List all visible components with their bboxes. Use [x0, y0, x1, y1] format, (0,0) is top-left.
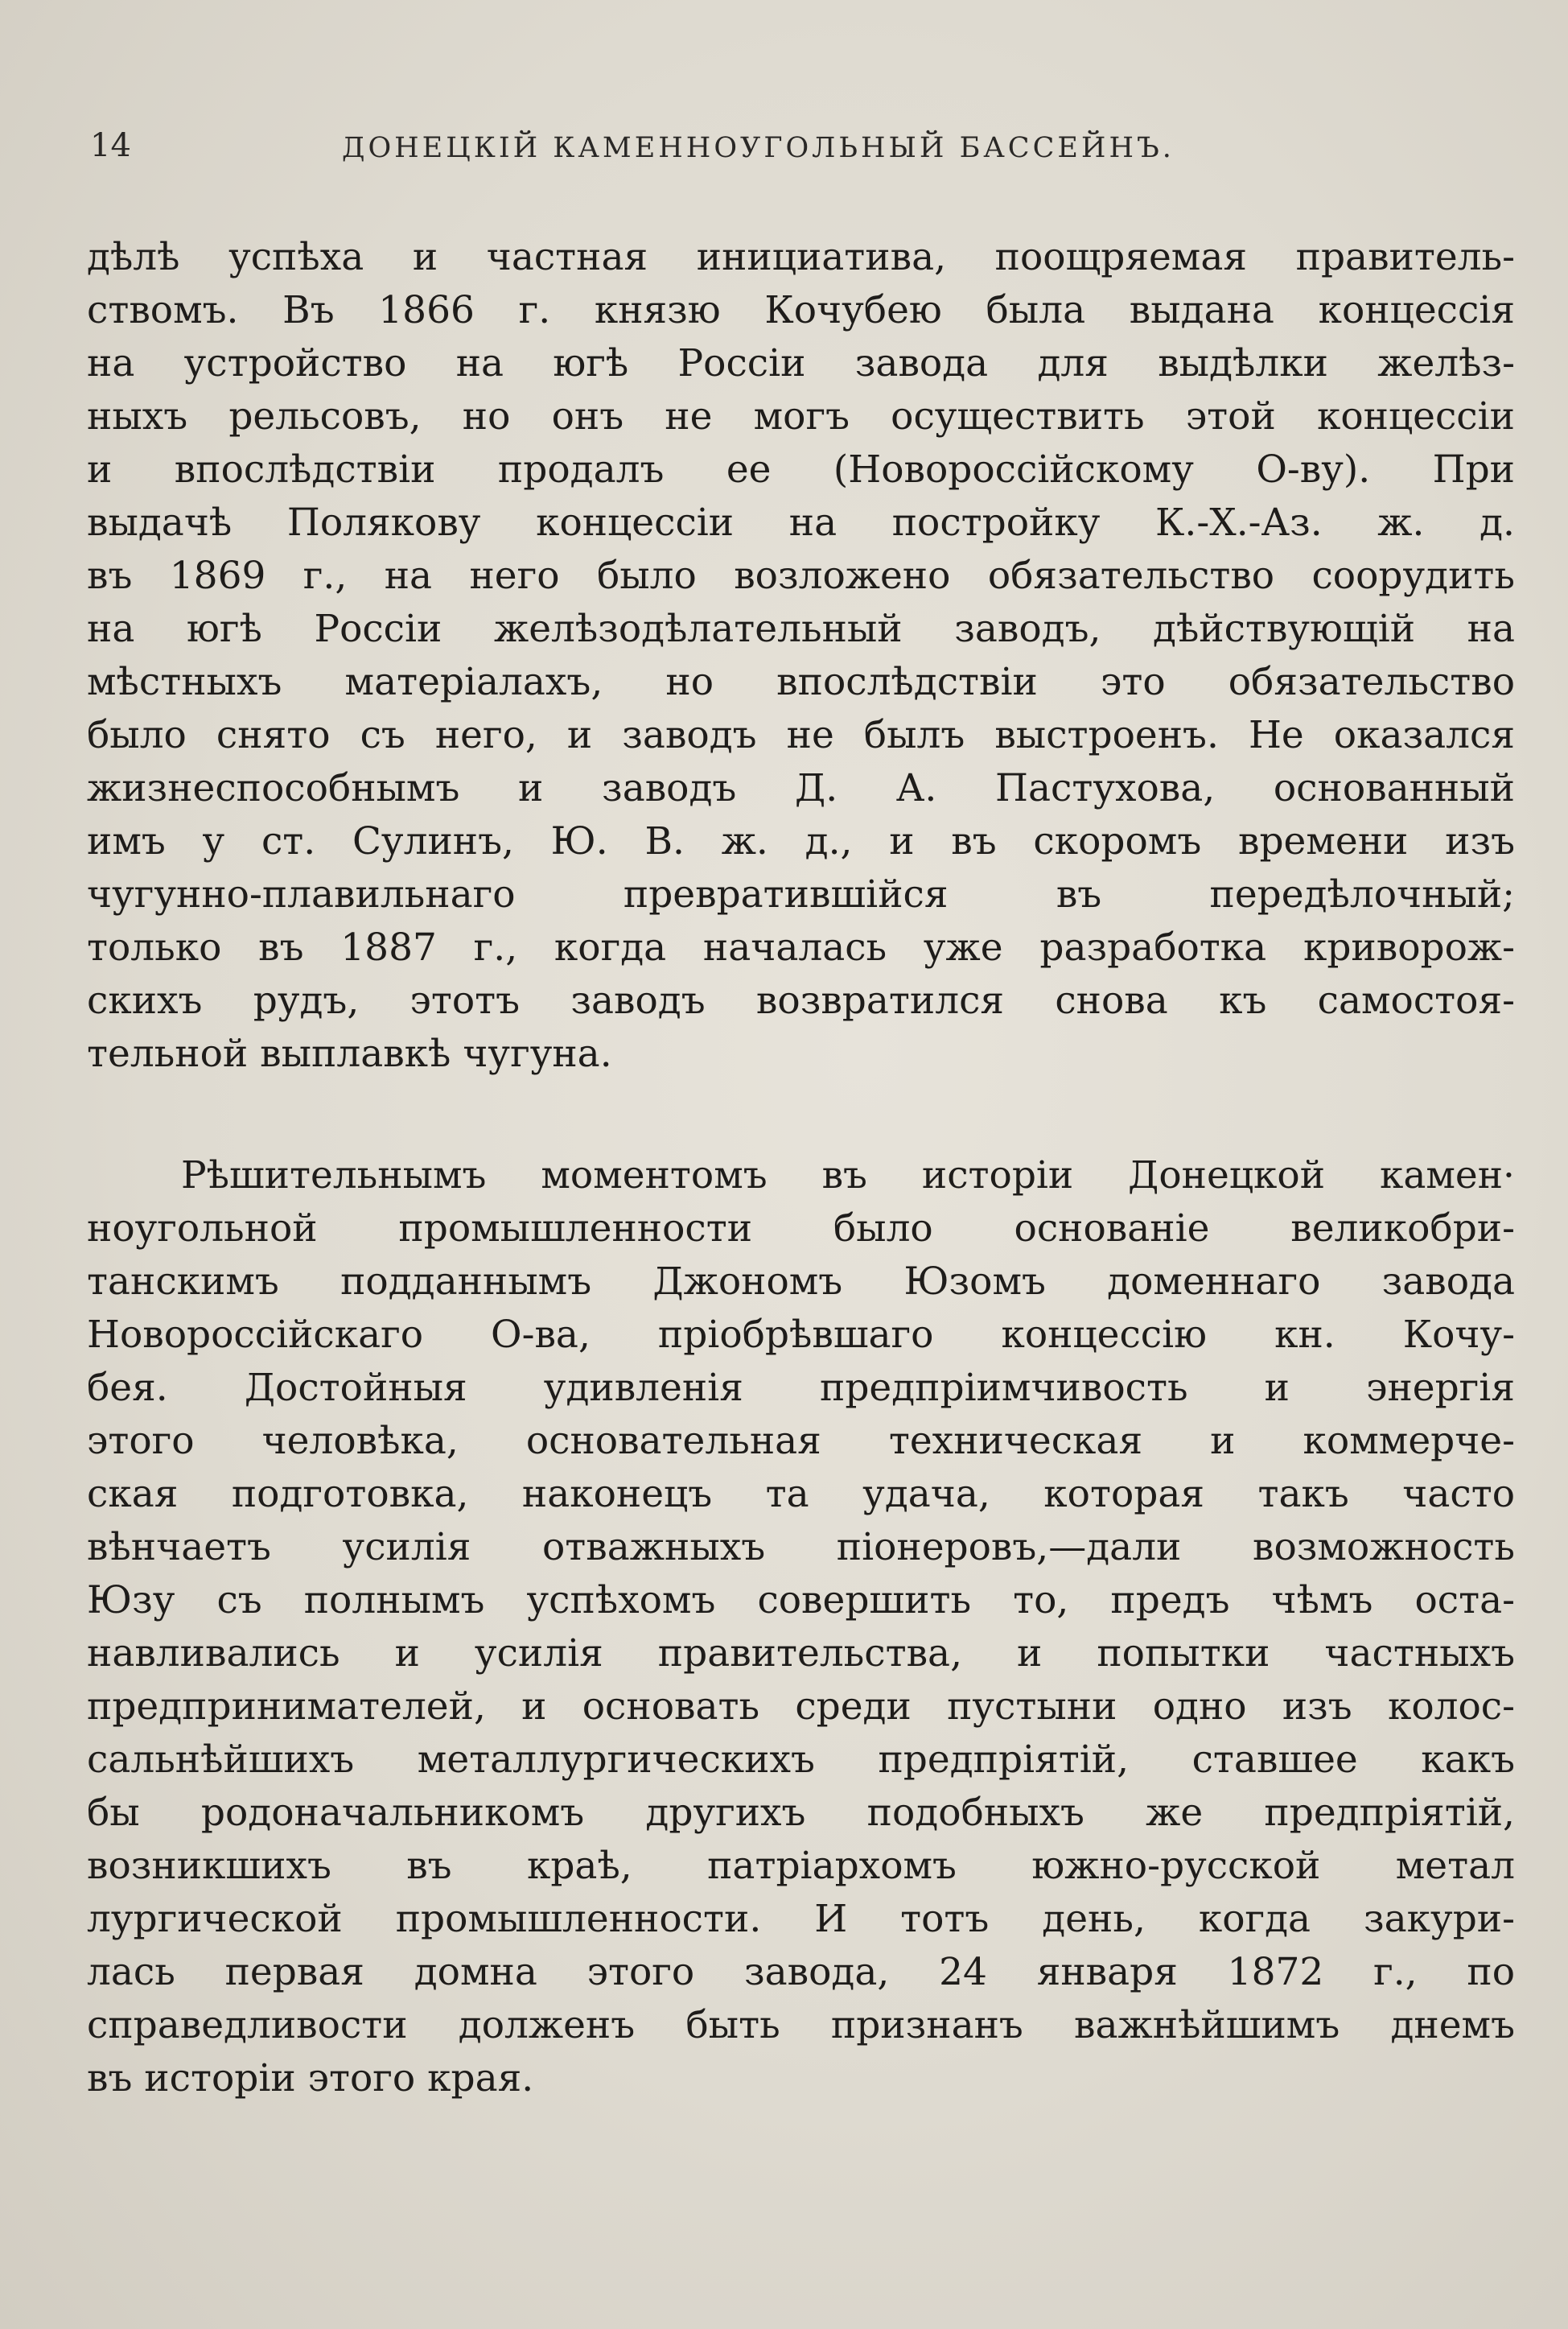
text-line: ствомъ. Въ 1866 г. князю Кочубею была выдана концессія	[87, 288, 1515, 332]
running-head	[0, 127, 1568, 175]
text-line: предпринимателей, и основать среди пустыни одно изъ колос-	[87, 1684, 1515, 1729]
text-line: чугунно-плавильнаго превратившійся въ передѣлочный;	[87, 872, 1515, 917]
text-line: дѣлѣ успѣха и частная инициатива, поощряемая правитель-	[87, 235, 1515, 279]
text-line: скихъ рудъ, этотъ заводъ возвратился снова къ самостоя-	[87, 979, 1515, 1023]
text-line: жизнеспособнымъ и заводъ Д. А. Пастухова, основанный	[87, 766, 1515, 810]
running-title: ДОНЕЦКІЙ КАМЕННОУГОЛЬНЫЙ БАССЕЙНЪ.	[342, 132, 1175, 164]
text-line: Юзу съ полнымъ успѣхомъ совершить то, предъ чѣмъ оста-	[87, 1578, 1515, 1622]
text-line: вѣнчаетъ усилія отважныхъ піонеровъ,—дали возможность	[87, 1525, 1515, 1569]
text-line: ныхъ рельсовъ, но онъ не могъ осуществить этой концессіи	[87, 394, 1515, 439]
text-line: тельной выплавкѣ чугуна.	[87, 1032, 612, 1076]
text-line: и впослѣдствіи продалъ ее (Новороссійскому О-ву). При	[87, 447, 1515, 492]
text-line: навливались и усилія правительства, и попытки частныхъ	[87, 1631, 1515, 1676]
text-line: выдачѣ Полякову концессіи на постройку К.-Х.-Аз. ж. д.	[87, 501, 1515, 545]
text-line: бы родоначальникомъ другихъ подобныхъ же предпріятій,	[87, 1791, 1515, 1835]
text-line: было снято съ него, и заводъ не былъ выстроенъ. Не оказался	[87, 713, 1515, 757]
text-line: этого человѣка, основательная техническая и коммерче-	[87, 1419, 1515, 1463]
text-line: ская подготовка, наконецъ та удача, которая такъ часто	[87, 1472, 1515, 1516]
text-line: бея. Достойныя удивленія предпріимчивость и энергія	[87, 1366, 1515, 1410]
text-line: лась первая домна этого завода, 24 января 1872 г., по	[87, 1950, 1515, 1994]
text-line: Новороссійскаго О-ва, пріобрѣвшаго концессію кн. Кочу-	[87, 1313, 1515, 1357]
text-line: возникшихъ въ краѣ, патріархомъ южно-русской метал	[87, 1844, 1515, 1888]
text-line: на устройство на югѣ Россіи завода для выдѣлки желѣз-	[87, 341, 1515, 385]
text-line: на югѣ Россіи желѣзодѣлательный заводъ, дѣйствующій на	[87, 607, 1515, 651]
text-line: имъ у ст. Сулинъ, Ю. В. ж. д., и въ скоромъ времени изъ	[87, 819, 1515, 864]
text-line: только въ 1887 г., когда началась уже разработка криворож-	[87, 925, 1515, 970]
text-line: въ исторіи этого края.	[87, 2056, 534, 2100]
text-line: справедливости долженъ быть признанъ важнѣйшимъ днемъ	[87, 2003, 1515, 2047]
page-number: 14	[90, 127, 131, 164]
text-line: мѣстныхъ матеріалахъ, но впослѣдствіи это обязательство	[87, 660, 1515, 704]
text-line: въ 1869 г., на него было возложено обязательство соорудить	[87, 554, 1515, 598]
text-line: лургической промышленности. И тотъ день, когда закури-	[87, 1897, 1515, 1941]
text-line: танскимъ подданнымъ Джономъ Юзомъ доменнаго завода	[87, 1259, 1515, 1304]
text-line: Рѣшительнымъ моментомъ въ исторіи Донецкой камен·	[181, 1153, 1515, 1197]
text-line: ноугольной промышленности было основаніе великобри-	[87, 1206, 1515, 1251]
text-line: сальнѣйшихъ металлургическихъ предпріятій, ставшее какъ	[87, 1737, 1515, 1782]
